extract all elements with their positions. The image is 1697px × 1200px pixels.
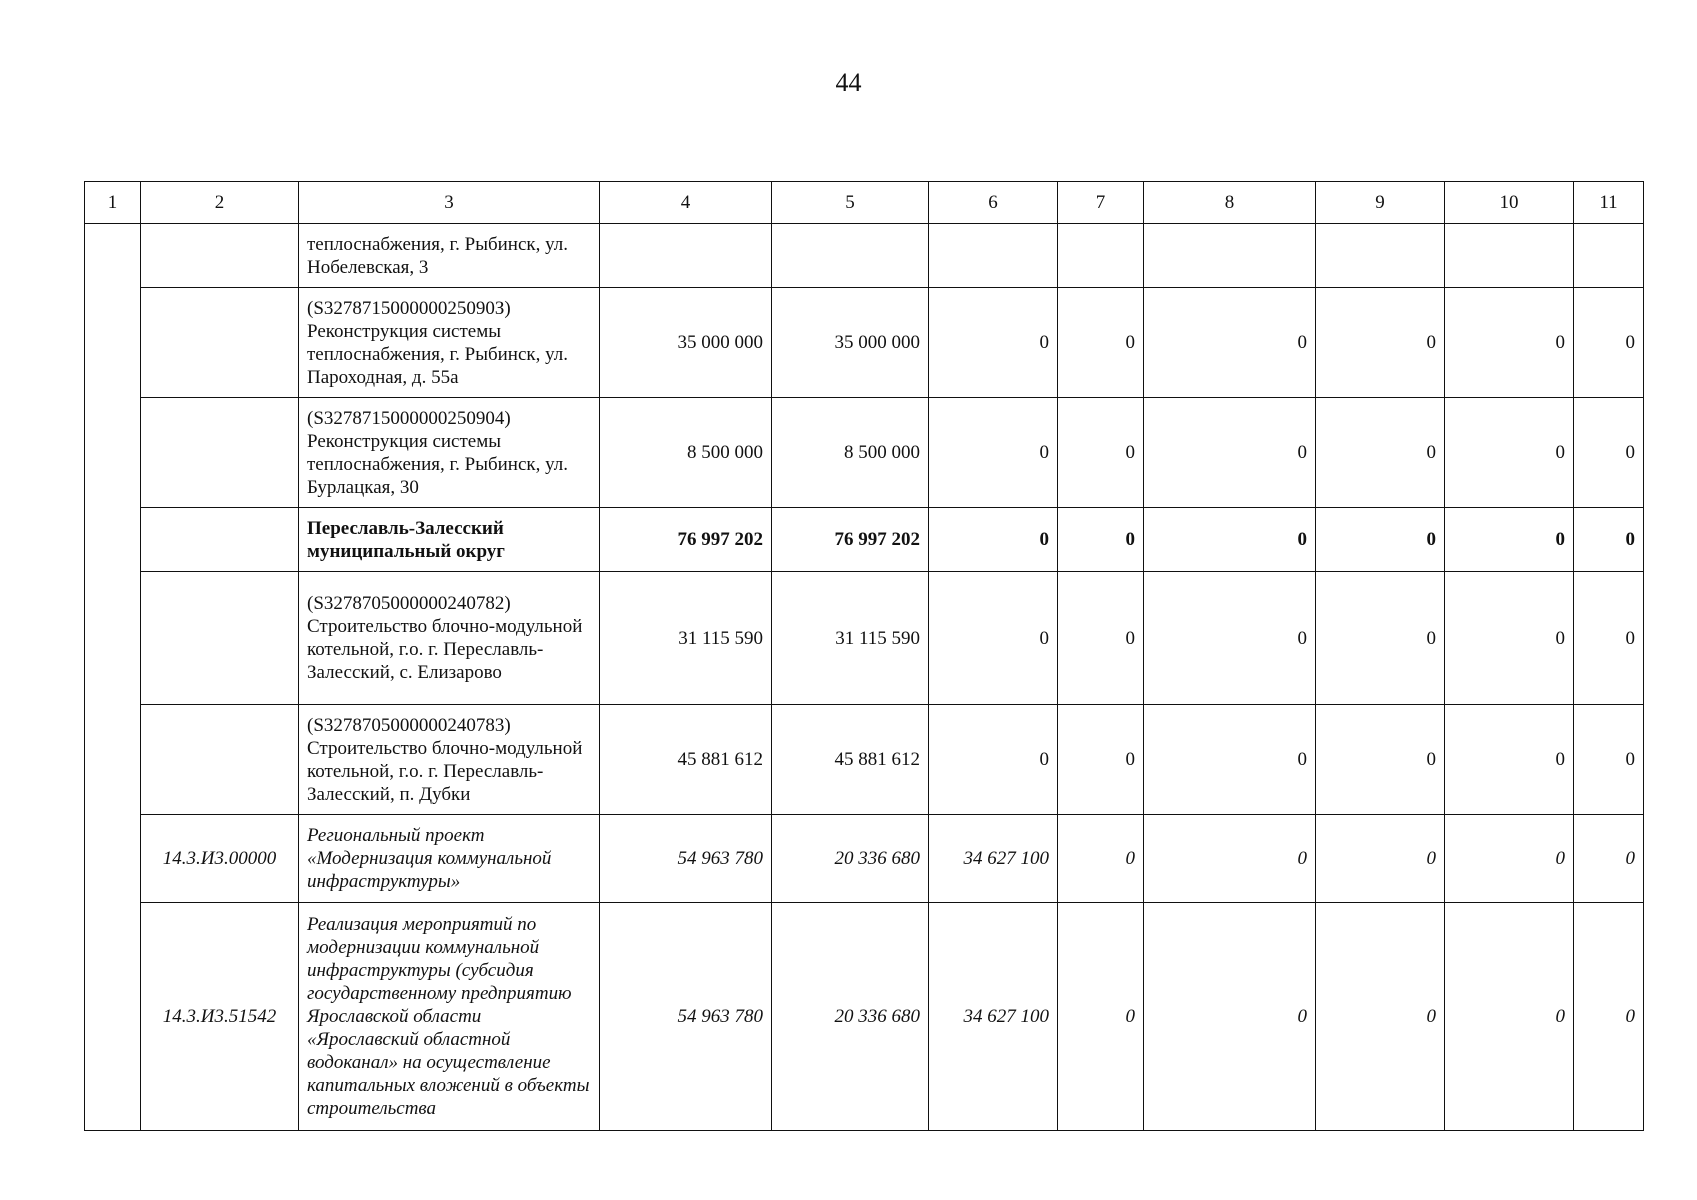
table-row [85, 705, 1644, 815]
amount-cell-col-10: 0 [1445, 903, 1574, 1131]
amount-cell-col-4: 31 115 590 [600, 572, 772, 705]
budget-code-cell: 14.3.И3.00000 [141, 815, 299, 903]
amount-cell-col-10: 0 [1445, 572, 1574, 705]
header-row [85, 182, 1644, 224]
amount-cell-col-7: 0 [1058, 508, 1144, 572]
amount-cell-col-9: 0 [1316, 288, 1445, 398]
budget-code-cell [141, 508, 299, 572]
column-header-9: 9 [1316, 182, 1445, 224]
column-header-8: 8 [1144, 182, 1316, 224]
amount-cell-col-6: 0 [929, 572, 1058, 705]
column-header-10: 10 [1445, 182, 1574, 224]
amount-cell-col-10: 0 [1445, 508, 1574, 572]
amount-cell-col-9 [1316, 224, 1445, 288]
budget-code-cell [141, 705, 299, 815]
amount-cell-col-7: 0 [1058, 705, 1144, 815]
item-name-cell: (S327871500000025090З) Реконструкция системы теплоснабжения, г. Рыбинск, ул. Пароходная, д. 55а [299, 288, 600, 398]
amount-cell-col-9: 0 [1316, 398, 1445, 508]
amount-cell-col-5: 8 500 000 [772, 398, 929, 508]
amount-cell-col-8: 0 [1144, 508, 1316, 572]
amount-cell-col-4 [600, 224, 772, 288]
column-header-4: 4 [600, 182, 772, 224]
amount-cell-col-11: 0 [1574, 705, 1644, 815]
amount-cell-col-4: 54 963 780 [600, 903, 772, 1131]
amount-cell-col-5: 20 336 680 [772, 903, 929, 1131]
amount-cell-col-5: 35 000 000 [772, 288, 929, 398]
amount-cell-col-4: 45 881 612 [600, 705, 772, 815]
amount-cell-col-7: 0 [1058, 572, 1144, 705]
item-name-cell: (S3278715000000250904) Реконструкция системы теплоснабжения, г. Рыбинск, ул. Бурлацкая, 30 [299, 398, 600, 508]
amount-cell-col-5: 45 881 612 [772, 705, 929, 815]
item-name-cell: Реализация мероприятий по модернизации коммунальной инфраструктуры (субсидия государственному предприятию Ярославской области «Ярославский областной водоканал» на осуществление капитальных вложений в объекты строительства [299, 903, 600, 1131]
amount-cell-col-11: 0 [1574, 815, 1644, 903]
page-number: 44 [835, 68, 862, 97]
amount-cell-col-4: 8 500 000 [600, 398, 772, 508]
amount-cell-col-7: 0 [1058, 815, 1144, 903]
item-name-cell: (S3278705000000240783) Строительство блочно-модульной котельной, г.о. г. Переславль-Залесский, п. Дубки [299, 705, 600, 815]
amount-cell-col-10: 0 [1445, 815, 1574, 903]
amount-cell-col-5: 76 997 202 [772, 508, 929, 572]
column-header-7: 7 [1058, 182, 1144, 224]
column-header-2: 2 [141, 182, 299, 224]
amount-cell-col-10: 0 [1445, 288, 1574, 398]
table-row [85, 903, 1644, 1131]
amount-cell-col-6: 0 [929, 508, 1058, 572]
amount-cell-col-8: 0 [1144, 288, 1316, 398]
row-number-cell [85, 224, 141, 1131]
amount-cell-col-7 [1058, 224, 1144, 288]
budget-code-cell: 14.3.И3.51542 [141, 903, 299, 1131]
table-row [85, 398, 1644, 508]
amount-cell-col-6: 0 [929, 705, 1058, 815]
item-name-cell: теплоснабжения, г. Рыбинск, ул. Нобелевская, 3 [299, 224, 600, 288]
amount-cell-col-10 [1445, 224, 1574, 288]
amount-cell-col-8: 0 [1144, 815, 1316, 903]
amount-cell-col-8: 0 [1144, 572, 1316, 705]
amount-cell-col-6 [929, 224, 1058, 288]
amount-cell-col-5 [772, 224, 929, 288]
item-name-cell: (S3278705000000240782) Строительство блочно-модульной котельной, г.о. г. Переславль-Залесский, с. Елизарово [299, 572, 600, 705]
budget-code-cell [141, 398, 299, 508]
table-row [85, 508, 1644, 572]
column-header-5: 5 [772, 182, 929, 224]
amount-cell-col-10: 0 [1445, 398, 1574, 508]
amount-cell-col-6: 0 [929, 398, 1058, 508]
amount-cell-col-7: 0 [1058, 288, 1144, 398]
amount-cell-col-4: 76 997 202 [600, 508, 772, 572]
column-header-1: 1 [85, 182, 141, 224]
amount-cell-col-11: 0 [1574, 508, 1644, 572]
budget-code-cell [141, 224, 299, 288]
amount-cell-col-8: 0 [1144, 705, 1316, 815]
amount-cell-col-9: 0 [1316, 903, 1445, 1131]
amount-cell-col-9: 0 [1316, 508, 1445, 572]
column-header-11: 11 [1574, 182, 1644, 224]
amount-cell-col-10: 0 [1445, 705, 1574, 815]
column-header-6: 6 [929, 182, 1058, 224]
amount-cell-col-11: 0 [1574, 572, 1644, 705]
amount-cell-col-9: 0 [1316, 572, 1445, 705]
budget-code-cell [141, 288, 299, 398]
amount-cell-col-4: 35 000 000 [600, 288, 772, 398]
amount-cell-col-5: 31 115 590 [772, 572, 929, 705]
amount-cell-col-8: 0 [1144, 398, 1316, 508]
amount-cell-col-5: 20 336 680 [772, 815, 929, 903]
amount-cell-col-11: 0 [1574, 398, 1644, 508]
table-row [85, 288, 1644, 398]
amount-cell-col-4: 54 963 780 [600, 815, 772, 903]
amount-cell-col-6: 34 627 100 [929, 903, 1058, 1131]
amount-cell-col-7: 0 [1058, 398, 1144, 508]
table-row [85, 572, 1644, 705]
amount-cell-col-7: 0 [1058, 903, 1144, 1131]
table-row [85, 815, 1644, 903]
amount-cell-col-9: 0 [1316, 705, 1445, 815]
amount-cell-col-11 [1574, 224, 1644, 288]
amount-cell-col-8: 0 [1144, 903, 1316, 1131]
budget-code-cell [141, 572, 299, 705]
column-header-3: 3 [299, 182, 600, 224]
amount-cell-col-8 [1144, 224, 1316, 288]
amount-cell-col-6: 34 627 100 [929, 815, 1058, 903]
amount-cell-col-6: 0 [929, 288, 1058, 398]
item-name-cell: Региональный проект «Модернизация коммунальной инфраструктуры» [299, 815, 600, 903]
table-row [85, 224, 1644, 288]
amount-cell-col-9: 0 [1316, 815, 1445, 903]
amount-cell-col-11: 0 [1574, 288, 1644, 398]
item-name-cell: Переславль-Залесский муниципальный округ [299, 508, 600, 572]
amount-cell-col-11: 0 [1574, 903, 1644, 1131]
budget-table [84, 181, 1644, 1131]
